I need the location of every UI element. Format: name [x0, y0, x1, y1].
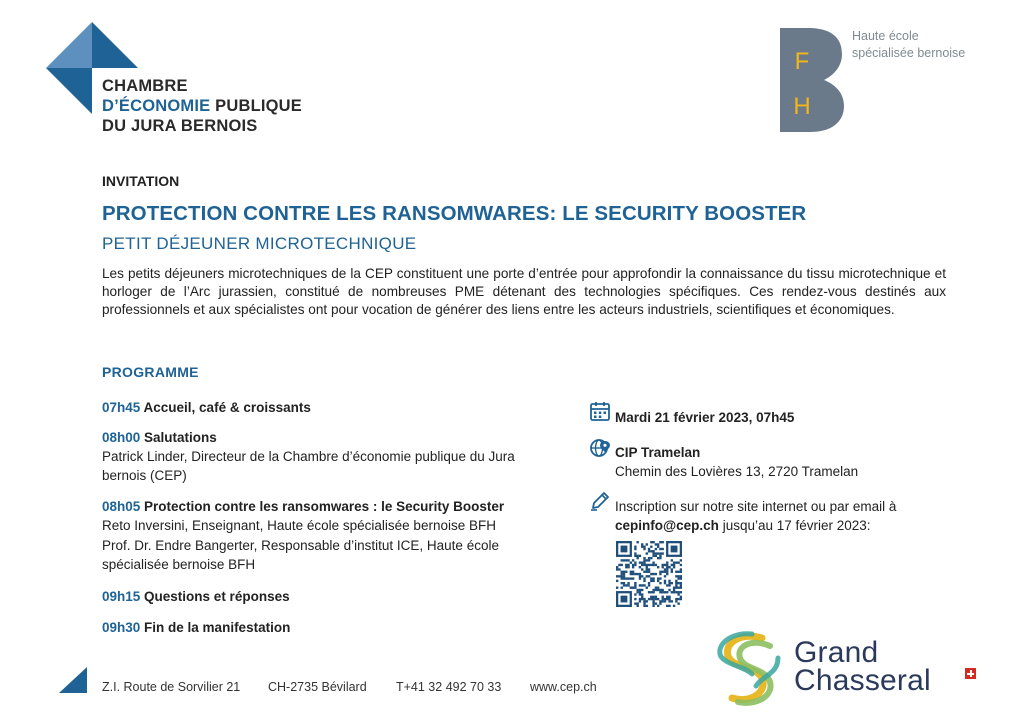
bfh-letter-f: F — [794, 48, 810, 75]
programme-title: Accueil, café & croissants — [143, 400, 311, 415]
registration-deadline: jusqu’au 17 février 2023: — [718, 518, 871, 533]
document-title: PROTECTION CONTRE LES RANSOMWARES: LE SECURITY BOOSTER — [102, 202, 807, 225]
document-label: INVITATION — [102, 173, 180, 189]
bfh-name-line2: spécialisée bernoise — [852, 46, 966, 60]
event-date: Mardi 21 février 2023, 07h45 — [615, 410, 795, 425]
registration-text: Inscription sur notre site internet ou par email à — [615, 499, 897, 514]
programme-item — [102, 398, 562, 417]
venue-name: CIP Tramelan — [615, 445, 701, 460]
qr-code-icon[interactable] — [616, 541, 682, 607]
programme-title: Fin de la manifestation — [144, 620, 291, 635]
bfh-name — [852, 28, 965, 62]
programme-heading: PROGRAMME — [102, 364, 199, 380]
document-subtitle: PETIT DÉJEUNER MICROTECHNIQUE — [102, 234, 417, 253]
programme-time: 09h15 — [102, 589, 141, 604]
programme-title: Protection contre les ransomwares : le Security Booster — [144, 499, 505, 514]
globe-location-icon — [589, 437, 611, 459]
footer-website-link[interactable]: www.cep.ch — [530, 680, 597, 694]
footer-address: Z.I. Route de Sorvilier 21 — [102, 680, 241, 694]
grand-chasseral-line2: Chasseral — [794, 664, 931, 697]
programme-time: 09h30 — [102, 620, 141, 635]
programme-title: Salutations — [144, 430, 217, 445]
intro-paragraph: Les petits déjeuners microtechniques de la CEP constituent une porte d’entrée pour approfondir la connaissance du tissu microtechnique et horloger de l’Arc jurassien, constitué de nombreuses PME détenant des technologies spécifiques. Ces rendez-vous destinés aux professionnels et aux spécialistes ont pour vocation de générer des liens entre les acteurs industriels, scientifiques et économiques. — [102, 266, 946, 318]
cep-name-line2-highlight: D’ÉCONOMIE — [102, 97, 211, 115]
programme-time: 07h45 — [102, 400, 141, 415]
grand-chasseral-line1: Grand — [794, 636, 879, 669]
swiss-flag-icon — [965, 668, 976, 679]
bfh-name-line1: Haute école — [852, 29, 919, 43]
cep-triangle-icon — [59, 667, 87, 693]
footer-phone: T+41 32 492 70 33 — [396, 680, 502, 694]
registration-info — [615, 497, 945, 535]
cep-name-line1: CHAMBRE — [102, 77, 188, 95]
event-venue — [615, 443, 858, 481]
footer-postal: CH-2735 Bévilard — [268, 680, 367, 694]
registration-email-link[interactable]: cepinfo@cep.ch — [615, 518, 719, 533]
pen-icon — [589, 490, 611, 512]
programme-detail: Reto Inversini, Enseignant, Haute école spécialisée bernoise BFH — [102, 518, 496, 533]
bfh-logo-icon — [780, 28, 844, 132]
programme-item — [102, 428, 562, 485]
programme-item — [102, 497, 562, 574]
venue-address: Chemin des Lovières 13, 2720 Tramelan — [615, 464, 859, 479]
cep-name-line2-rest: PUBLIQUE — [210, 97, 302, 115]
programme-title: Questions et réponses — [144, 589, 290, 604]
cep-name-line3: DU JURA BERNOIS — [102, 117, 258, 135]
programme-detail: Prof. Dr. Endre Bangerter, Responsable d’institut ICE, Haute école spécialisée bernoise BFH — [102, 538, 499, 572]
programme-detail: Patrick Linder, Directeur de la Chambre d’économie publique du Jura bernois (CEP) — [102, 449, 515, 483]
bfh-letter-h: H — [793, 93, 811, 120]
calendar-icon — [589, 400, 611, 422]
programme-time: 08h05 — [102, 499, 141, 514]
grand-chasseral-name — [794, 636, 931, 697]
programme-item — [102, 587, 562, 606]
grand-chasseral-logo-icon — [712, 630, 786, 708]
programme-time: 08h00 — [102, 430, 141, 445]
programme-item — [102, 618, 562, 637]
cep-organization-name — [102, 76, 302, 136]
